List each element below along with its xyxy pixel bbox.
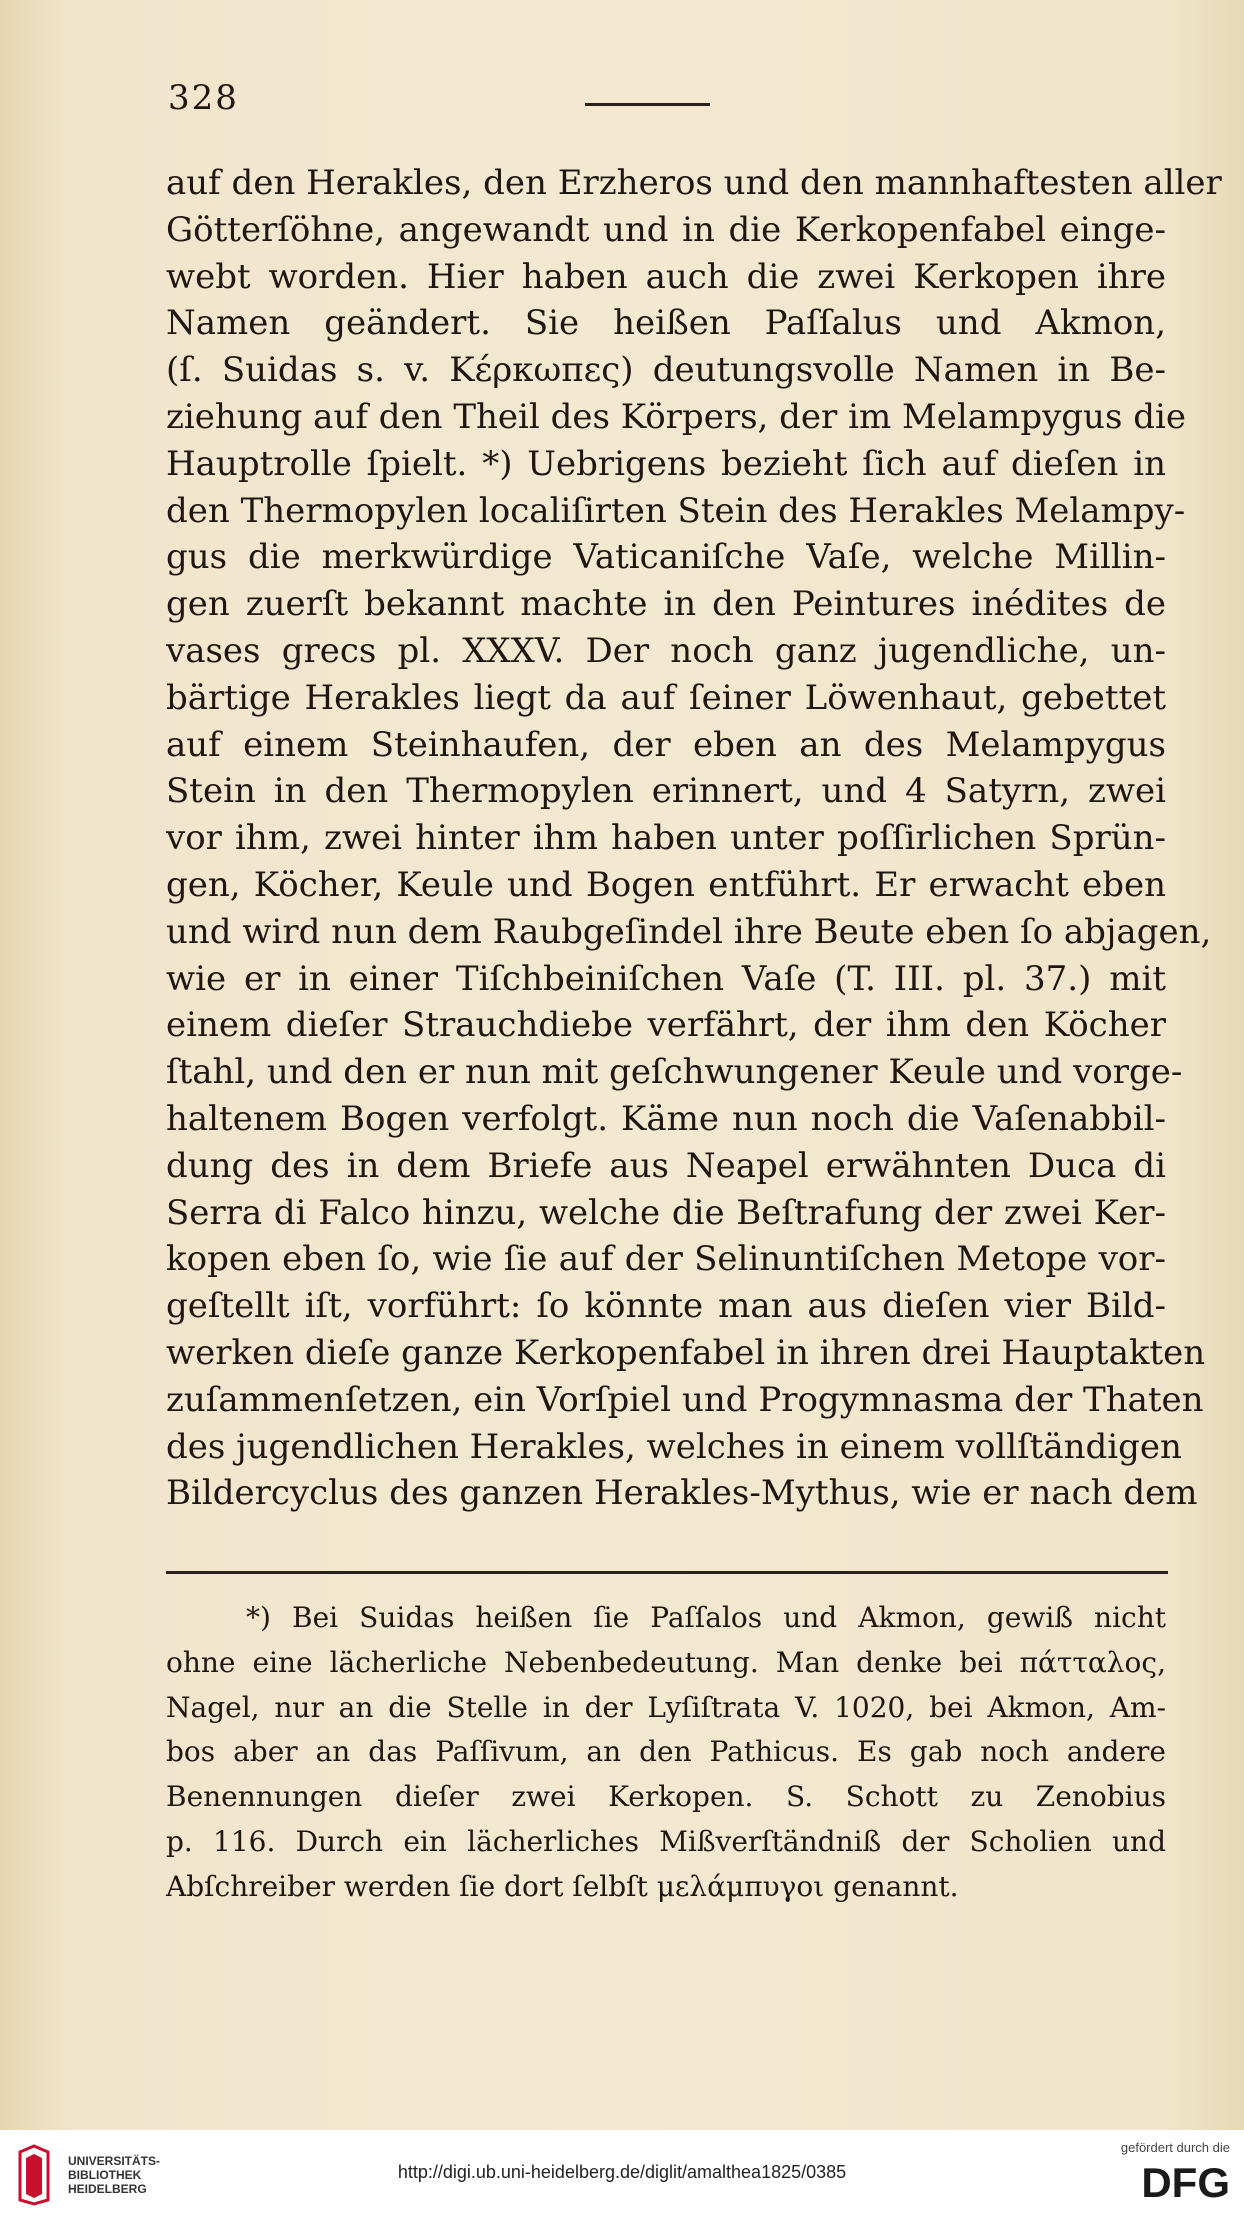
text-line: Götterſöhne, angewandt und in die Kerkopenfabel einge- (166, 209, 1166, 250)
text-line: gen, Köcher, Keule und Bogen entführt. Er erwacht eben (166, 864, 1166, 905)
text-line: des jugendlichen Herakles, welches in einem vollſtändigen (166, 1426, 1182, 1467)
footnote-rule (166, 1571, 1168, 1574)
text-line: geſtellt iſt, vorführt: ſo könnte man aus dieſen vier Bild- (166, 1286, 1166, 1327)
text-line: (ſ. Suidas s. v. Κέρκωπες) deutungsvolle Namen in Be- (166, 350, 1166, 391)
text-line: zuſammenſetzen, ein Vorſpiel und Progymnasma der Thaten (166, 1379, 1204, 1420)
text-line: den Thermopylen localiſirten Stein des Herakles Melampy- (166, 490, 1186, 531)
text-line: einem dieſer Strauchdiebe verfährt, der ihm den Köcher (166, 1005, 1166, 1046)
text-line: werken dieſe ganze Kerkopenfabel in ihren drei Hauptakten (166, 1332, 1206, 1373)
text-line: haltenem Bogen verfolgt. Käme nun noch die Vaſenabbil- (166, 1098, 1166, 1139)
text-line: gen zuerſt bekannt machte in den Peintures inédites de (166, 584, 1166, 625)
text-line: vases grecs pl. XXXV. Der noch ganz jugendliche, un- (166, 630, 1166, 671)
footnote (166, 1596, 1166, 1910)
text-line: Namen geändert. Sie heißen Paſſalus und Akmon, (166, 303, 1166, 344)
text-line: wie er in einer Tiſchbeiniſchen Vaſe (T. III. pl. 37.) mit (166, 958, 1166, 999)
text-line: kopen eben ſo, wie ſie auf der Selinuntiſchen Metope vor- (166, 1239, 1166, 1280)
header-rule (585, 103, 710, 106)
body-text (166, 160, 1222, 1517)
text-line: bärtige Herakles liegt da auf ſeiner Löwenhaut, gebettet (166, 677, 1166, 718)
text-line: ſtahl, und den er nun mit geſchwungener Keule und vorge- (166, 1052, 1183, 1093)
source-url-link[interactable]: http://digi.ub.uni-heidelberg.de/diglit/amalthea1825/0385 (397, 2162, 847, 2182)
funded-by-label: gefördert durch die (1120, 2140, 1230, 2155)
footnote-line: *) Bei Suidas heißen ſie Paſſalos und Akmon, gewiß nicht (246, 1601, 1166, 1634)
footnote-line: Abſchreiber werden ſie dort ſelbſt μελάμπυγοι genannt. (166, 1869, 959, 1903)
text-line: Serra di Falco hinzu, welche die Beſtrafung der zwei Ker- (166, 1192, 1166, 1233)
text-line: webt worden. Hier haben auch die zwei Kerkopen ihre (166, 256, 1166, 297)
dfg-logo-text: DFG (1141, 2159, 1230, 2203)
text-line: dung des in dem Briefe aus Neapel erwähnten Duca di (166, 1145, 1166, 1186)
text-line: Hauptrolle ſpielt. *) Uebrigens bezieht ſich auf dieſen in (166, 443, 1166, 484)
footnote-line: bos aber an das Paſſivum, an den Pathicus. Es gab noch andere (166, 1735, 1166, 1769)
text-line: auf den Herakles, den Erzheros und den mannhaftesten aller (166, 163, 1222, 203)
library-name: UNIVERSITÄTS- BIBLIOTHEK HEIDELBERG (68, 2154, 161, 2196)
text-line: und wird nun dem Raubgeſindel ihre Beute eben ſo abjagen, (166, 911, 1212, 952)
dfg-logo-icon (1112, 2159, 1230, 2203)
text-line: vor ihm, zwei hinter ihm haben unter poſſirlichen Sprün- (166, 818, 1166, 859)
footnote-line: p. 116. Durch ein lächerliches Mißverſtändniß der Scholien und (166, 1824, 1166, 1858)
funding-credit (1112, 2140, 1230, 2203)
page-number: 328 (168, 78, 239, 118)
footnote-line: Nagel, nur an die Stelle in der Lyſiſtrata V. 1020, bei Akmon, Am- (166, 1690, 1166, 1724)
text-line: gus die merkwürdige Vaticaniſche Vaſe, welche Millin- (166, 537, 1166, 578)
footnote-line: Benennungen dieſer zwei Kerkopen. S. Schott zu Zenobius (166, 1780, 1166, 1814)
text-line: Stein in den Thermopylen erinnert, und 4 Satyrn, zwei (166, 771, 1166, 812)
footnote-line: ohne eine lächerliche Nebenbedeutung. Man denke bei πάτταλος, (166, 1645, 1166, 1679)
text-line: auf einem Steinhaufen, der eben an des Melampygus (166, 724, 1166, 765)
text-line: ziehung auf den Theil des Körpers, der im Melampygus die (166, 396, 1186, 437)
footer-bar (0, 2130, 1244, 2220)
text-line: Bildercyclus des ganzen Herakles-Mythus, wie er nach dem (166, 1473, 1198, 1514)
